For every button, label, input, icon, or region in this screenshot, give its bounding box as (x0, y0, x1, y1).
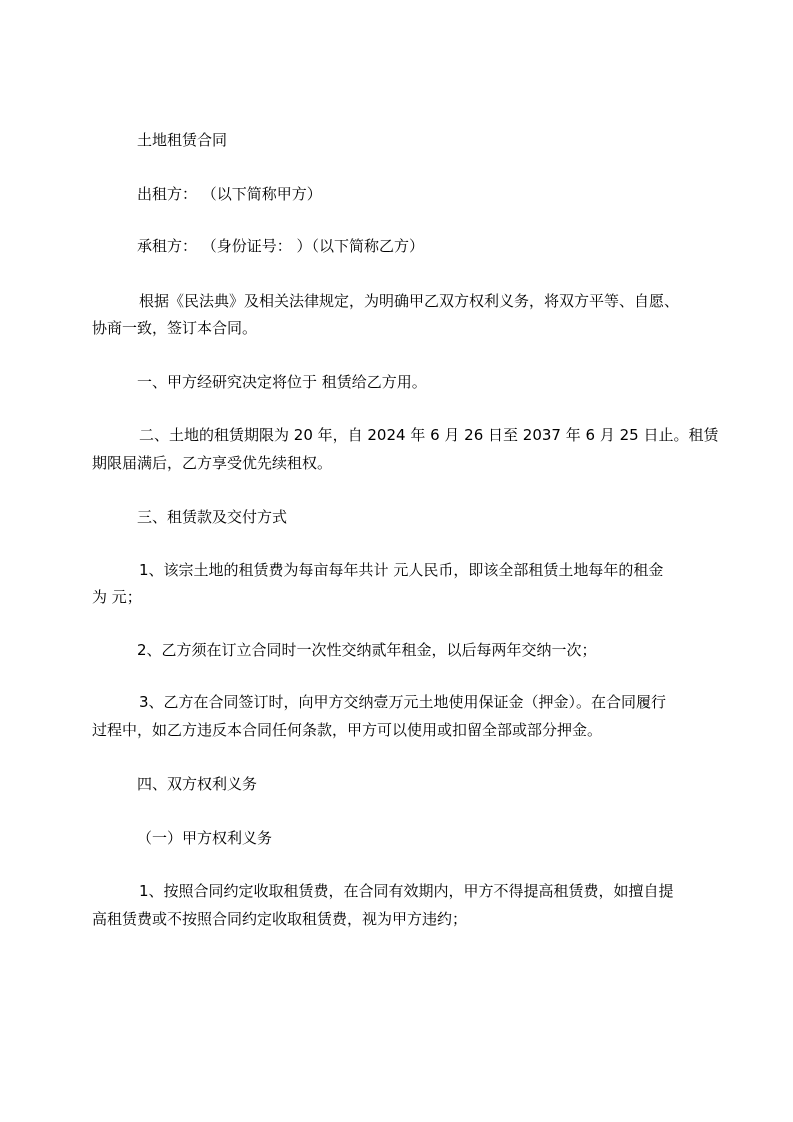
clause-3-item-3-line-2: 过程中，如乙方违反本合同任何条款，甲方可以使用或扣留全部或部分押金。 (92, 721, 603, 739)
clause-4-heading: 四、双方权利义务 (137, 775, 258, 793)
clause-3-item-1-line-1: 1、该宗土地的租赁费为每亩每年共计 元人民币，即该全部租赁土地每年的租金 (139, 561, 664, 579)
lessee-line: 承租方： （身份证号： ）（以下简称乙方） (137, 237, 425, 255)
clause-1: 一、甲方经研究决定将位于 租赁给乙方用。 (137, 373, 427, 391)
clause-2-line-1: 二、土地的租赁期限为 20 年，自 2024 年 6 月 26 日至 2037 年 6 月 25 日止。租赁 (139, 426, 719, 444)
clause-4-sub-1-item-1-line-1: 1、按照合同约定收取租赁费，在合同有效期内，甲方不得提高租赁费，如擅自提 (139, 882, 674, 900)
clause-3-heading: 三、租赁款及交付方式 (137, 508, 288, 526)
clause-3-item-3-line-1: 3、乙方在合同签订时，向甲方交纳壹万元土地使用保证金（押金）。在合同履行 (139, 693, 667, 711)
document-title: 土地租赁合同 (137, 131, 228, 149)
lessor-line: 出租方： （以下简称甲方） (137, 185, 322, 203)
clause-3-item-2: 2、乙方须在订立合同时一次性交纳贰年租金，以后每两年交纳一次； (137, 641, 597, 659)
preamble-line-2: 协商一致，签订本合同。 (92, 319, 258, 337)
clause-4-subheading-1: （一）甲方权利义务 (137, 829, 273, 847)
clause-3-item-1-line-2: 为 元； (92, 588, 142, 606)
preamble-line-1: 根据《民法典》及相关法律规定，为明确甲乙双方权利义务，将双方平等、自愿、 (139, 292, 680, 310)
clause-4-sub-1-item-1-line-2: 高租赁费或不按照合同约定收取租赁费，视为甲方违约； (92, 910, 468, 928)
clause-2-line-2: 期限届满后，乙方享受优先续租权。 (92, 454, 333, 472)
